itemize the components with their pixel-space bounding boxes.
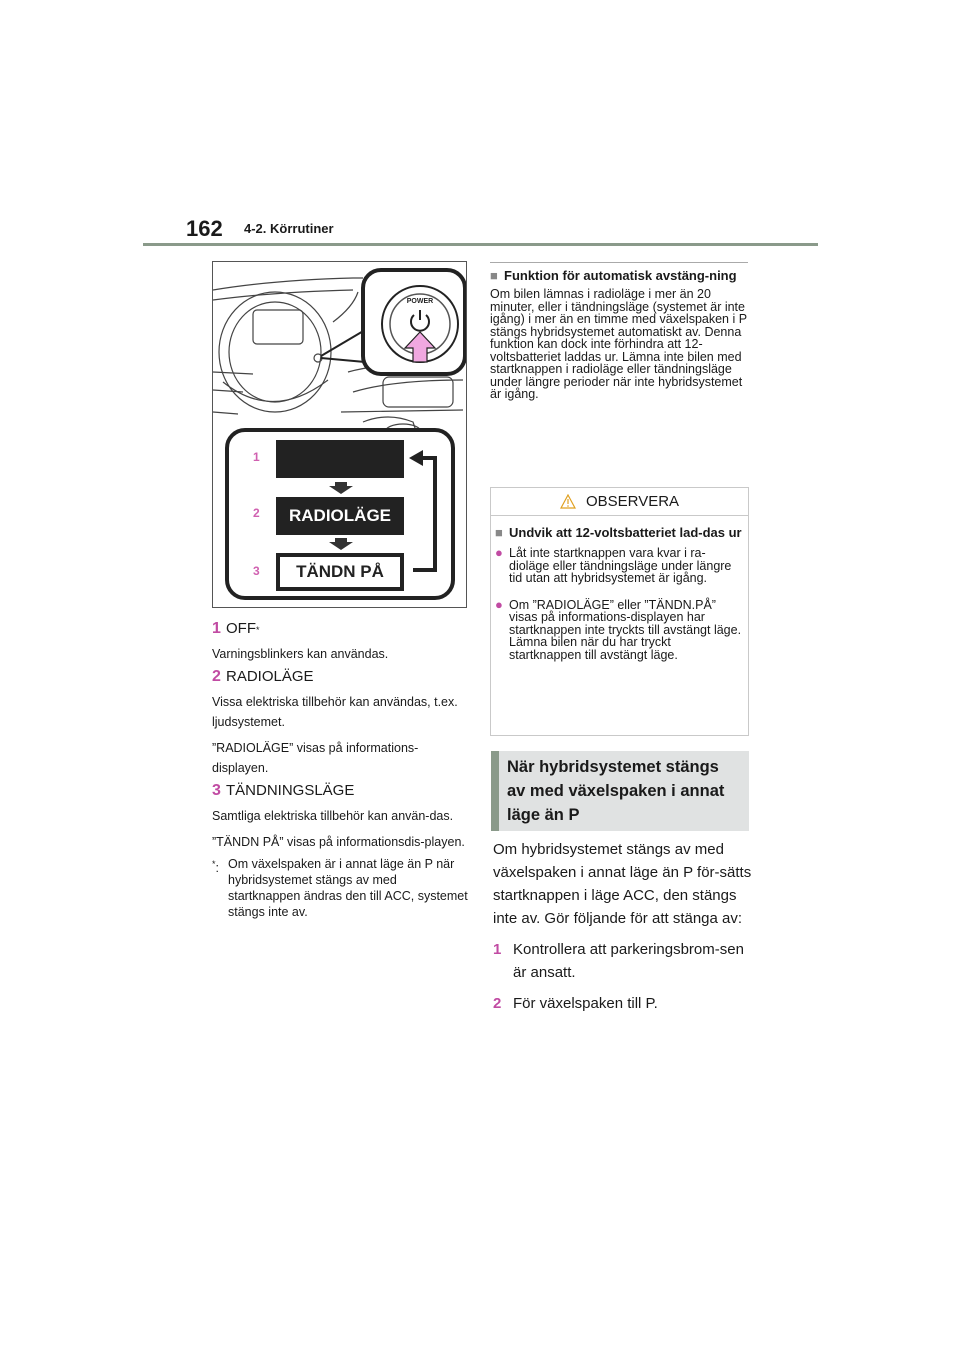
mode-display-off — [276, 440, 404, 478]
header-rule — [143, 243, 818, 246]
procedure-step: 2 För växelspaken till P. — [493, 995, 658, 1012]
mode-number-1: 1 — [253, 450, 260, 464]
mode-display-ignition: TÄNDN PÅ — [276, 553, 404, 591]
mode-item-heading — [212, 782, 470, 800]
mode-item-text: Samtliga elektriska tillbehör kan använ-das. — [212, 809, 454, 823]
notice-header — [491, 488, 748, 516]
footnote-text: Om växelspaken är i annat läge än P när hybridsystemet stängs av med startknappen ändras den till ACC, systemet stängs inte av. — [228, 857, 468, 919]
warning-icon — [560, 494, 576, 509]
mode-item-heading — [212, 620, 470, 638]
auto-off-heading: ■ Funktion för automatisk avstäng-ning — [490, 268, 737, 283]
mode-item-title: TÄNDNINGSLÄGE — [226, 782, 355, 799]
mode-item-number: 1 — [212, 620, 221, 637]
auto-off-section — [490, 262, 752, 401]
notice-bullet: ● Låt inte startknappen vara kvar i ra-dioläge eller tändningsläge under längre tid utan att hybridsystemet är igång. — [495, 545, 732, 585]
auto-off-text: Om bilen lämnas i radioläge i mer än 20 minuter, eller i tändningsläge (systemet är inte igång) i mer än en timme med växelspaken i P stängs hybridsystemet automatiskt av. Denna funktion kan dock inte förhindra att 12-voltsbatteriet laddas ur. Lämna inte bilen med startknappen i radioläge eller tändningsläge under längre perioder när inte hybridsystemet är igång. — [490, 287, 747, 401]
circle-bullet-icon: ● — [495, 545, 503, 560]
mode-item-number: 2 — [212, 668, 221, 685]
mode-item-title: RADIOLÄGE — [226, 668, 314, 685]
notice-subheading: ■ Undvik att 12-voltsbatteriet lad-das ur — [495, 525, 742, 540]
mode-display-radio: RADIOLÄGE — [276, 497, 404, 535]
circle-bullet-icon: ● — [495, 596, 503, 612]
mode-item-text: Vissa elektriska tillbehör kan användas, t.ex. ljudsystemet. — [212, 695, 458, 729]
section-heading: När hybridsystemet stängs av med växelspaken i annat läge än P — [491, 751, 749, 831]
section-title: 4-2. Körrutiner — [244, 221, 334, 236]
footnote-colon: : — [215, 861, 219, 876]
footnote-marker: * — [256, 625, 260, 635]
footnote-mark: * — [212, 859, 216, 869]
footnote — [212, 856, 470, 920]
procedure-step: 1 Kontrollera att parkeringsbrom-sen är ansatt. — [493, 941, 744, 981]
mode-number-3: 3 — [253, 564, 260, 578]
mode-item-heading — [212, 668, 470, 686]
notice-box — [490, 487, 749, 736]
procedure — [493, 838, 755, 1015]
mode-number-2: 2 — [253, 506, 260, 520]
square-bullet-icon: ■ — [495, 525, 503, 540]
mode-item-title: OFF — [226, 620, 256, 637]
notice-title: OBSERVERA — [585, 493, 680, 510]
mode-descriptions — [212, 616, 470, 920]
power-button-label: POWER — [406, 298, 434, 305]
section-rule — [490, 262, 748, 263]
mode-item-text: Varningsblinkers kan användas. — [212, 647, 389, 661]
mode-item-text: ”RADIOLÄGE” visas på informations-displayen. — [212, 741, 419, 775]
square-bullet-icon: ■ — [490, 268, 498, 283]
power-switch-illustration — [212, 261, 467, 608]
procedure-intro: Om hybridsystemet stängs av med växelspaken i annat läge än P för-sätts startknappen i läge ACC, den stängs inte av. Gör följande för att stänga av: — [493, 841, 752, 927]
page-number: 162 — [186, 216, 223, 241]
mode-item-number: 3 — [212, 782, 221, 799]
mode-item-text: ”TÄNDN PÅ” visas på informationsdis-playen. — [212, 835, 465, 849]
notice-bullet: ● Om ”RADIOLÄGE” eller ”TÄNDN.PÅ” visas på informations-displayen har startknappen inte tryckts till avstängt läge. Lämna bilen när du har tryckt startknappen till avstängt läge. — [495, 596, 742, 662]
